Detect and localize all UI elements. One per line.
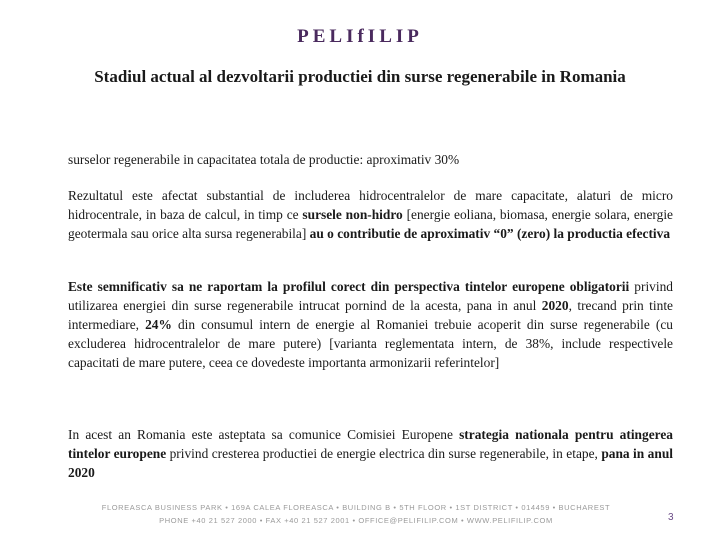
bold-span: au o contributie de aproximativ “0” (zero) la productia efectiva [309,226,671,241]
footer-contact: PHONE +40 21 527 2000 • FAX +40 21 527 2001 • OFFICE@PELIFILIP.COM • WWW.PELIFILIP.COM [159,516,553,525]
text-span: , trecand prin tinte intermediare, [68,298,673,332]
text-span: privind cresterea productiei de energie electrica din surse regenerabile, in etape, [166,446,602,461]
bold-span: Este semnificativ sa ne raportam la profilul corect din perspectiva tintelor europene obligatorii [68,279,630,294]
text-span: In acest an Romania este asteptata sa comunice Comisiei Europene [68,427,460,442]
bold-span: 24% [145,317,172,332]
bold-span: pana in anul 2020 [68,446,673,480]
paragraph-hydro-impact [68,186,673,243]
page-number: 3 [668,512,674,523]
text-span: Rezultatul este afectat substantial de includerea hidrocentralelor de mare capacitate, alaturi de micro hidrocentrale, in baza de calcul, in timp ce [68,188,673,222]
bold-span: sursele non-hidro [302,207,403,222]
bold-span: strategia nationala pentru atingerea tintelor europene [68,427,673,461]
text-span: [energie eoliana, biomasa, energie solara, energie geotermala sau orice alta sursa regenerabila] [68,207,674,241]
bold-span: 2020 [541,298,569,313]
page-title: Stadiul actual al dezvoltarii productiei din surse regenerabile in Romania [94,67,626,86]
footer-address: FLOREASCA BUSINESS PARK • 169A CALEA FLOREASCA • BUILDING B • 5TH FLOOR • 1ST DISTRICT • 014459 • BUCHAREST [101,503,611,512]
company-logo: PELIfILIP [297,26,423,47]
text-span: din consumul intern de energie al Romaniei trebuie acoperit din surse regenerabile (cu excluderea hidrocentralelor de mare putere) [varianta reglementata intern, de 38%, include respectivele capacitati de mare putere, ceea ce dovedeste importanta armonizarii referintelor] [68,317,674,370]
paragraph-national-strategy [68,425,673,482]
paragraph-eu-targets [68,277,673,372]
text-span: privind utilizarea energiei din surse regenerabile intrucat pornind de la acesta, pana in anul [68,279,673,313]
paragraph-renewable-share: surselor regenerabile in capacitatea totala de productie: aproximativ 30% [68,152,460,167]
